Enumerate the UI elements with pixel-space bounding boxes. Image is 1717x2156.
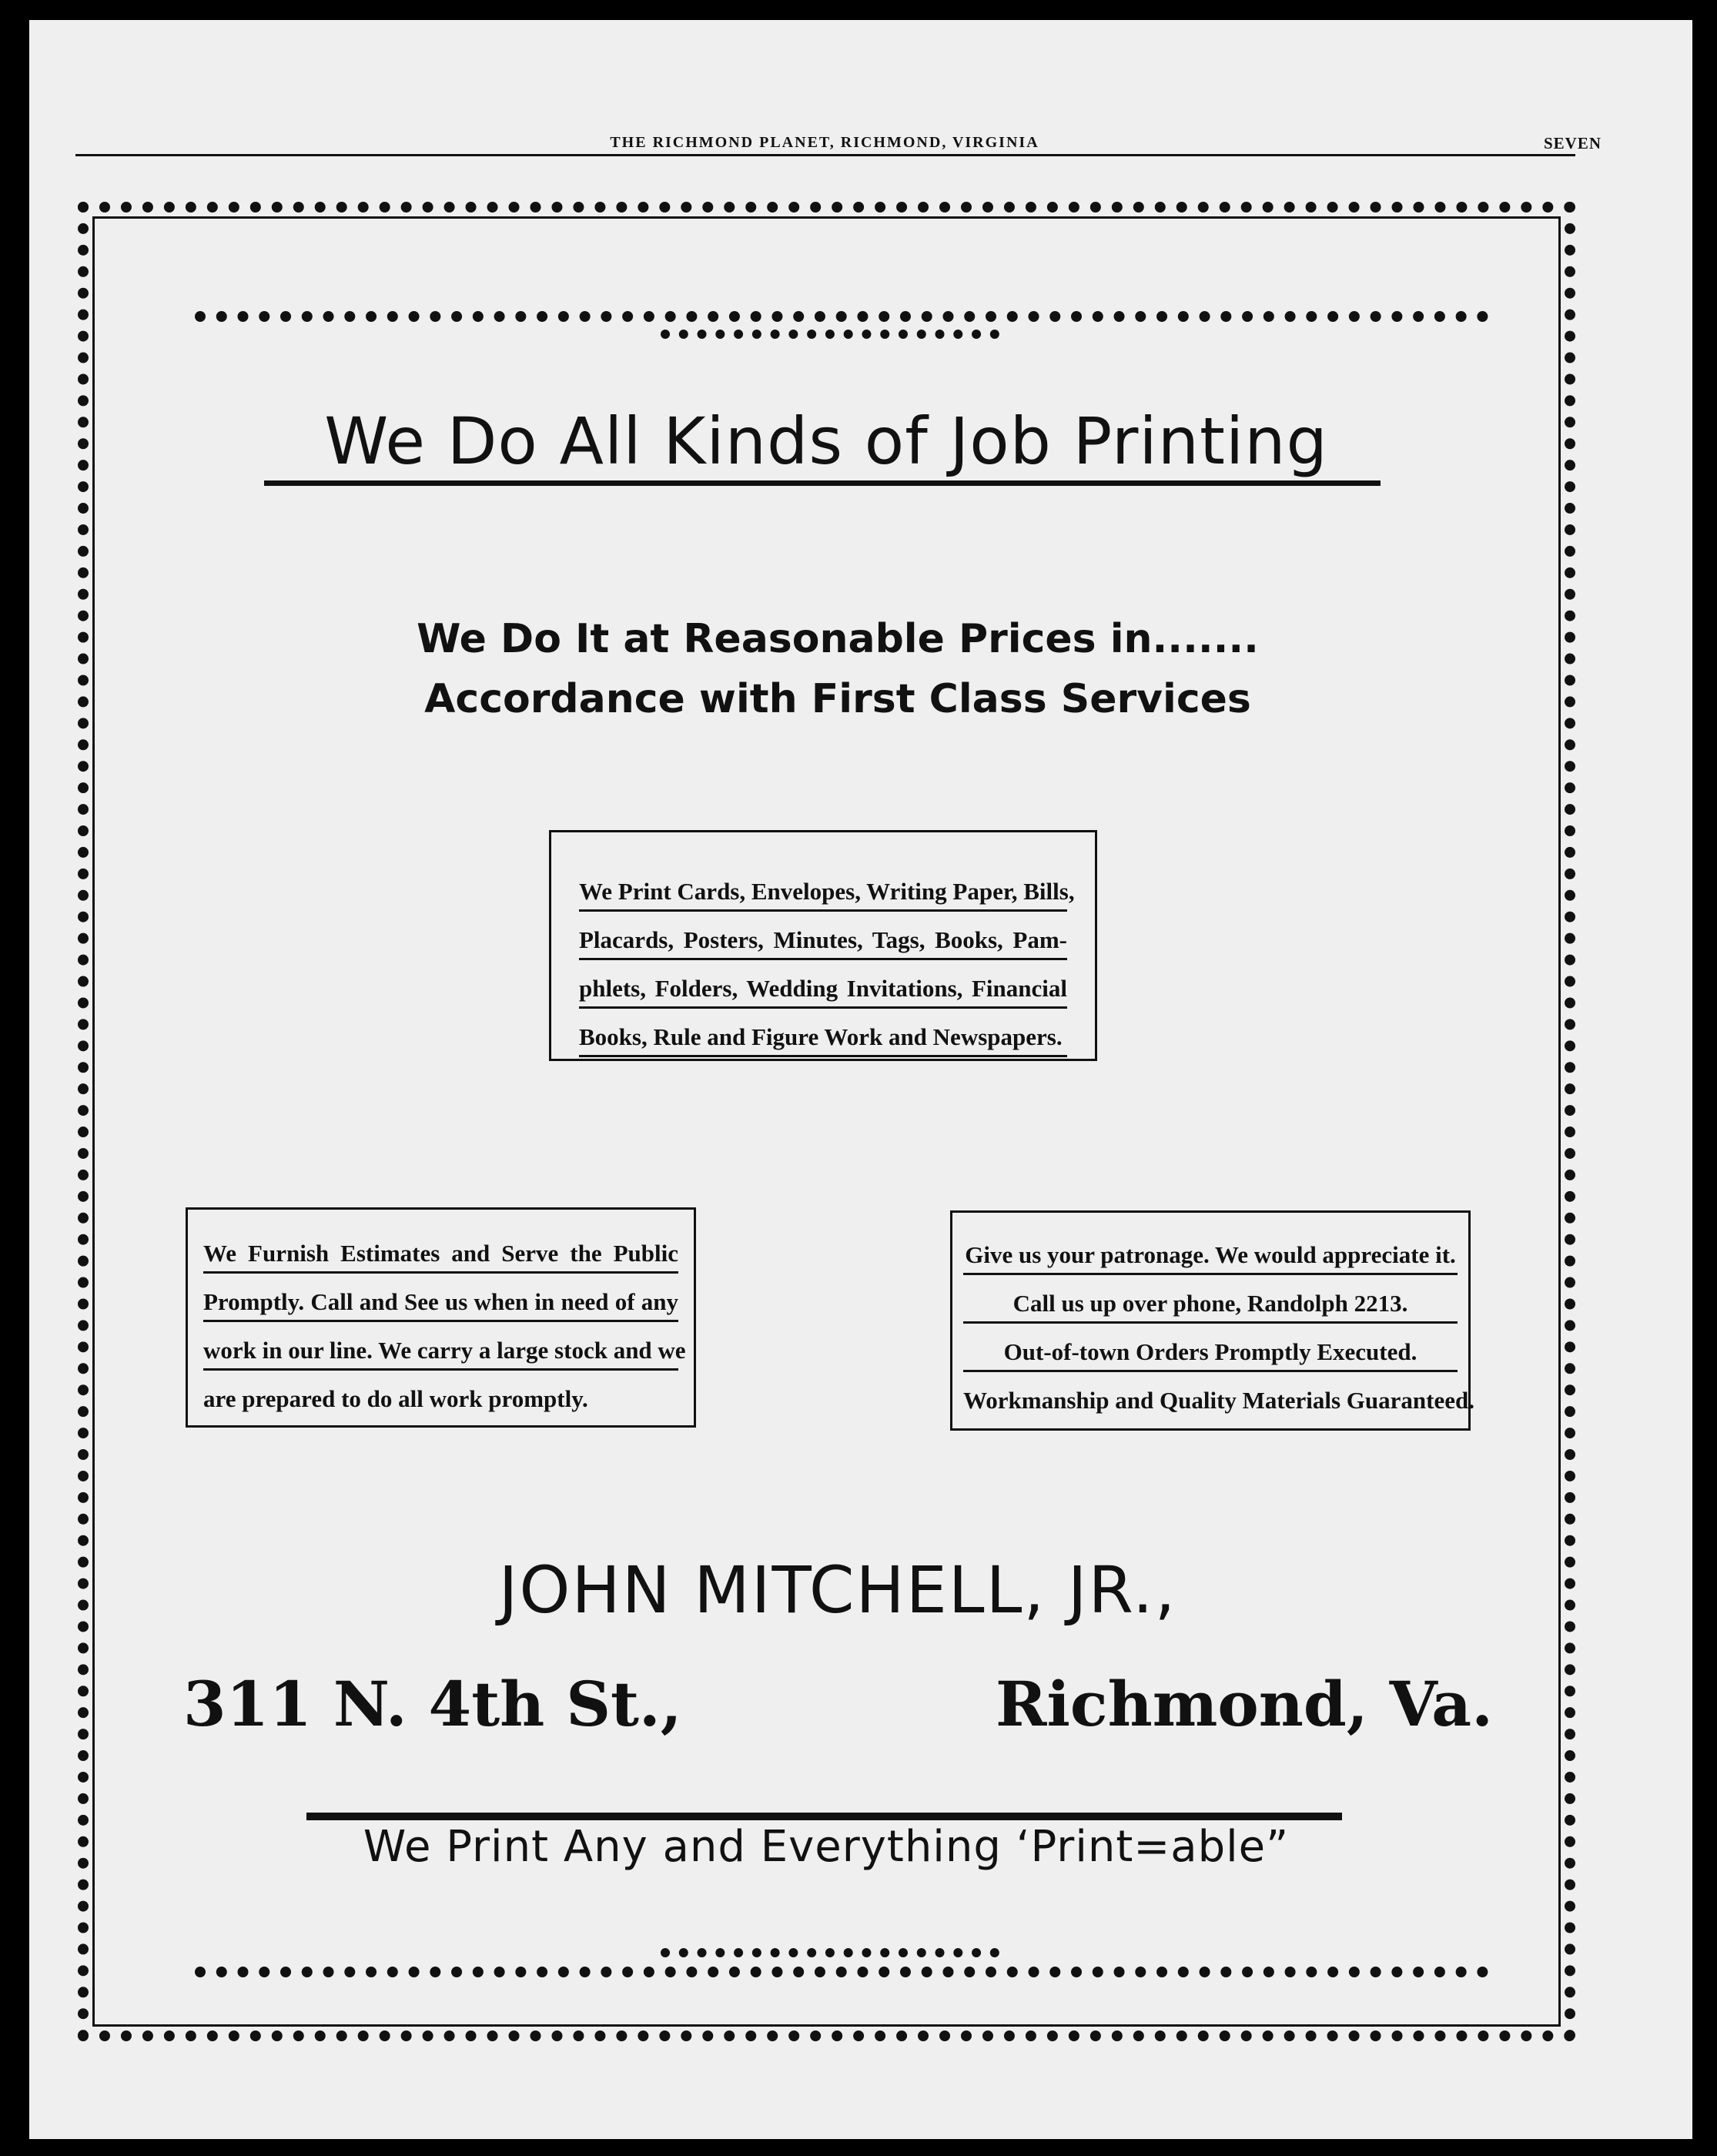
services-box	[549, 830, 1097, 1061]
subheadline-line-2: Accordance with First Class Services	[424, 676, 1251, 722]
estimates-box	[186, 1207, 696, 1428]
patronage-line: Call us up over phone, Randolph 2213.	[963, 1289, 1458, 1324]
newspaper-page	[29, 20, 1692, 2139]
services-line: Placards, Posters, Minutes, Tags, Books, Pam-	[579, 926, 1067, 960]
services-line: Books, Rule and Figure Work and Newspapers.	[579, 1023, 1067, 1057]
patronage-line: Give us your patronage. We would appreciate it.	[963, 1240, 1458, 1275]
ad-slogan: We Print Any and Everything ‘Print=able”	[363, 1822, 1290, 1872]
estimates-line: We Furnish Estimates and Serve the Public	[203, 1239, 678, 1274]
proprietor-name: JOHN MITCHELL, JR.,	[498, 1552, 1177, 1628]
city-address: Richmond, Va.	[996, 1668, 1493, 1740]
patronage-line: Out-of-town Orders Promptly Executed.	[963, 1337, 1458, 1372]
street-address: 311 N. 4th St.,	[183, 1668, 682, 1740]
estimates-line: Promptly. Call and See us when in need of any	[203, 1287, 678, 1322]
bottom-ornament-center	[661, 1948, 999, 1957]
patronage-line: Workmanship and Quality Materials Guaranteed.	[963, 1387, 1474, 1414]
patronage-box	[950, 1210, 1474, 1431]
slogan-rule	[306, 1813, 1342, 1820]
top-ornament-center	[661, 330, 999, 339]
estimates-line: are prepared to do all work promptly.	[203, 1385, 588, 1412]
estimates-line: work in our line. We carry a large stock and we	[203, 1336, 678, 1371]
bottom-ornament-rule	[195, 1967, 1488, 1977]
masthead-title: THE RICHMOND PLANET, RICHMOND, VIRGINIA	[610, 134, 1039, 151]
subheadline-line-1: We Do It at Reasonable Prices in.......	[417, 616, 1259, 662]
page-number: SEVEN	[1543, 134, 1602, 152]
services-line: We Print Cards, Envelopes, Writing Paper, Bills,	[579, 877, 1067, 912]
masthead-rule	[75, 154, 1575, 156]
ad-headline: We Do All Kinds of Job Printing	[324, 403, 1328, 479]
headline-underline	[264, 480, 1381, 486]
top-ornament-rule	[195, 311, 1488, 322]
services-line: phlets, Folders, Wedding Invitations, Financial	[579, 974, 1067, 1009]
